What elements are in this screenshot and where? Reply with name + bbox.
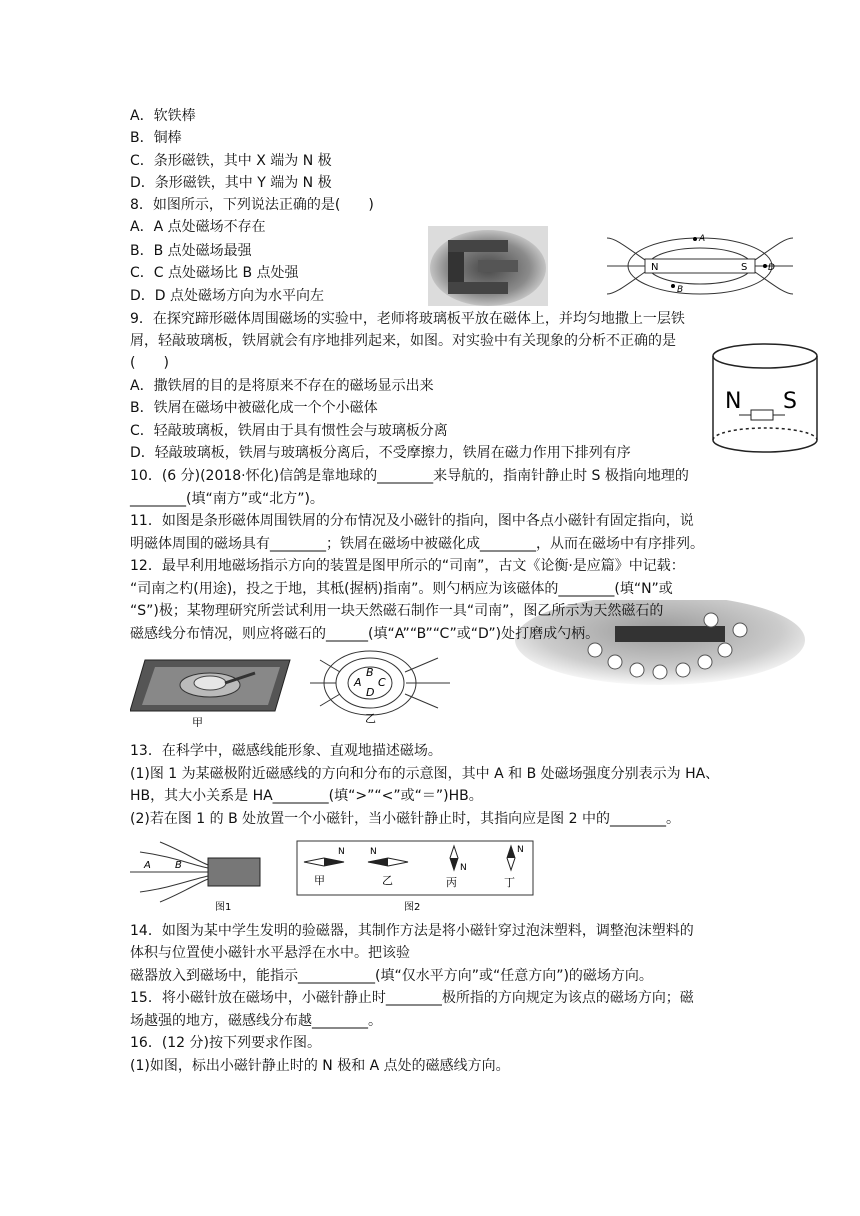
point-a-label: A	[699, 234, 706, 244]
q12-line4: 磁感线分布情况，则应将磁石的______(填“A”“B”“C”或“D”)处打磨成勺柄。	[130, 626, 600, 642]
magnet-s-label: S	[783, 389, 797, 414]
figure-yi-label: 乙	[365, 712, 376, 725]
q7-option-a: A．软铁棒	[130, 108, 196, 124]
q14-line1: 14．如图为某中学生发明的验磁器，其制作方法是将小磁针穿过泡沫塑料，调整泡沫塑料的	[130, 923, 694, 939]
fig1-point-a-label: A	[144, 860, 151, 871]
needle-bing-n: N	[460, 863, 467, 873]
north-pole-label: N	[651, 262, 659, 273]
needle-ding-label: 丁	[504, 876, 515, 889]
q11-line2: 明磁体周围的磁场具有________；铁屑在磁场中被磁化成________，从而在磁场中有序排列。	[130, 536, 704, 552]
q15-line1: 15．将小磁针放在磁场中，小磁针静止时________极所指的方向规定为该点的磁场方向；磁	[130, 990, 694, 1006]
q9-stem-line2: 屑，轻敲玻璃板，铁屑就会有序地排列起来，如图。对实验中有关现象的分析不正确的是	[130, 333, 676, 349]
lodestone-label-c: C	[378, 676, 386, 689]
iron-filings-photo	[428, 226, 548, 306]
q10-line2: ________(填“南方”或“北方”)。	[130, 491, 324, 507]
q8-option-d: D．D 点处磁场方向为水平向左	[130, 288, 325, 304]
q9-option-c: C．轻敲玻璃板，铁屑由于具有惯性会与玻璃板分离	[130, 423, 448, 439]
q16-line2: (1)如图，标出小磁针静止时的 N 极和 A 点处的磁感线方向。	[130, 1058, 510, 1074]
q12-line2: “司南之杓(用途)，投之于地，其柢(握柄)指南”。则勺柄应为该磁体的________(填“N”或	[130, 581, 673, 597]
q8-option-a: A．A 点处磁场不存在	[130, 219, 266, 235]
point-d-label: D	[768, 263, 775, 273]
q14-line2: 体积与位置使小磁针水平悬浮在水中。把该验	[130, 945, 410, 961]
point-b-label: B	[677, 285, 684, 295]
q16-line1: 16．(12 分)按下列要求作图。	[130, 1035, 322, 1051]
q13-line4: (2)若在图 1 的 B 处放置一个小磁针，当小磁针静止时，其指向应是图 2 中的________。	[130, 811, 680, 827]
q7-option-b: B．铜棒	[130, 130, 182, 146]
q9-stem-line1: 9．在探究蹄形磁体周围磁场的实验中，老师将玻璃板平放在磁体上，并均匀地撒上一层铁	[130, 311, 685, 327]
bar-magnet-field-diagram	[605, 226, 795, 306]
q15-line2: 场越强的地方，磁感线分布越________。	[130, 1013, 382, 1029]
needle-ding-n: N	[517, 845, 524, 855]
figure1-field-lines	[130, 838, 270, 912]
needle-yi-label: 乙	[382, 874, 393, 887]
needle-jia-label: 甲	[314, 874, 325, 887]
q9-option-a: A．撒铁屑的目的是将原来不存在的磁场显示出来	[130, 378, 434, 394]
q8-option-c: C．C 点处磁场比 B 点处强	[130, 265, 299, 281]
sinan-spoon-figure	[130, 655, 295, 727]
q12-line3: “S”)极；某物理研究所尝试利用一块天然磁石制作一具“司南”，图乙所示为天然磁石的	[130, 603, 664, 619]
south-pole-label: S	[741, 262, 748, 273]
lodestone-field-diagram	[310, 650, 455, 725]
figure-jia-label: 甲	[192, 716, 203, 727]
q13-line1: 13．在科学中，磁感线能形象、直观地描述磁场。	[130, 743, 442, 759]
figure2-caption: 图2	[404, 902, 421, 912]
lodestone-label-a: A	[354, 676, 362, 689]
q11-line1: 11．如图是条形磁体周围铁屑的分布情况及小磁针的指向，图中各点小磁针有固定指向，说	[130, 513, 694, 529]
q12-line1: 12．最早利用地磁场指示方向的装置是图甲所示的“司南”，古文《论衡·是应篇》中记载：	[130, 558, 685, 574]
q10-line1: 10．(6 分)(2018·怀化)信鸽是靠地球的________来导航的，指南针静止时 S 极指向地理的	[130, 468, 689, 484]
q7-option-c: C．条形磁铁，其中 X 端为 N 极	[130, 153, 332, 169]
q14-line3: 磁器放入到磁场中，能指示___________(填“仅水平方向”或“任意方向”)的磁场方向。	[130, 968, 653, 984]
q8-stem: 8．如图所示，下列说法正确的是( )	[130, 197, 374, 213]
needle-jia-n: N	[338, 847, 345, 857]
lodestone-label-b: B	[366, 666, 374, 679]
figure2-needles	[296, 840, 536, 912]
q13-line3: HB，其大小关系是 HA________(填“>”“<”或“＝”)HB。	[130, 788, 483, 804]
needle-yi-n: N	[370, 847, 377, 857]
magnet-n-label: N	[725, 389, 742, 414]
fig1-point-b-label: B	[175, 860, 182, 871]
glass-cylinder-magnet-figure	[705, 340, 825, 455]
q9-option-d: D．轻敲玻璃板，铁屑与玻璃板分离后，不受摩擦力，铁屑在磁力作用下排列有序	[130, 445, 631, 461]
lodestone-label-d: D	[366, 686, 375, 699]
q7-option-d: D．条形磁铁，其中 Y 端为 N 极	[130, 175, 332, 191]
q8-option-b: B．B 点处磁场最强	[130, 243, 252, 259]
q13-line2: (1)图 1 为某磁极附近磁感线的方向和分布的示意图，其中 A 和 B 处磁场强度分别表示为 HA、	[130, 766, 720, 782]
q9-stem-line3: ( )	[130, 355, 169, 371]
figure1-caption: 图1	[215, 902, 232, 912]
q9-option-b: B．铁屑在磁场中被磁化成一个个小磁体	[130, 400, 378, 416]
needle-bing-label: 丙	[446, 876, 457, 889]
